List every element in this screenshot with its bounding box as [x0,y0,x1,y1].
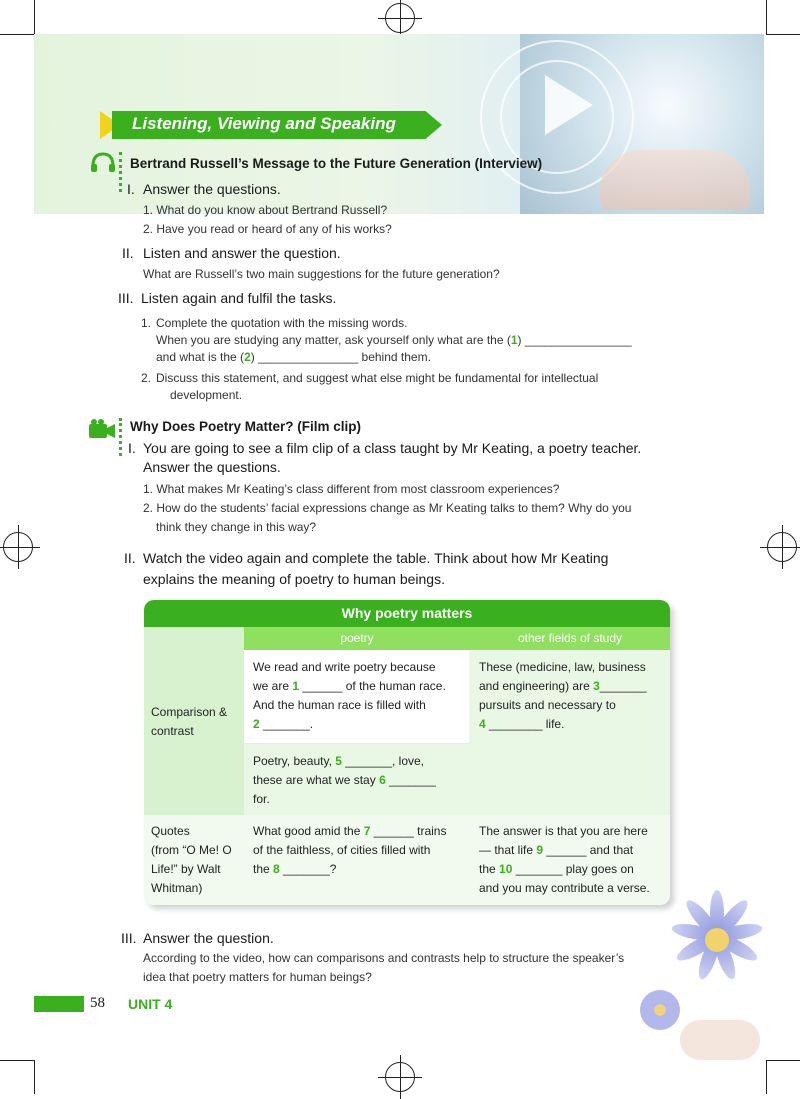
video-camera-icon [88,418,116,445]
row-label-quotes-cont: (from “O Me! O [151,843,232,857]
dotted-divider [119,152,125,192]
cell-line: these are what we stay 6 _______ [253,773,436,787]
registration-mark-bottom [385,1062,415,1092]
crop-mark [766,1060,767,1094]
list-item: Discuss this statement, and suggest what else might be fundamental for intellectual [156,371,599,385]
part1-q3-numeral: III. [118,290,134,306]
blank-number: 7 [363,824,371,838]
blank-number: 8 [273,862,280,876]
cell-line: The answer is that you are here [479,824,648,838]
list-item: 1. What do you know about Bertrand Russell? [143,203,388,217]
crop-mark [34,1060,35,1094]
list-item: 2. Have you read or heard of any of his works? [143,222,392,236]
part1-title: Bertrand Russell’s Message to the Future Generation (Interview) [130,156,543,171]
crop-mark [766,34,800,35]
list-number: 2. [141,371,152,385]
list-item-cont: think they change in this way? [156,520,317,534]
row-label-comparison-cont: contrast [151,724,194,738]
part2-q2-numeral: II. [124,550,136,566]
headphones-icon [90,152,116,179]
cell-line: and engineering) are 3_______ [479,679,647,693]
page-number: 58 [90,995,105,1011]
part2-q2-heading-cont: explains the meaning of poetry to human beings. [143,571,445,587]
row-label-quotes-cont: Whitman) [151,881,203,895]
play-icon [545,75,593,135]
cell-line: pursuits and necessary to [479,698,616,712]
part2-q3-text: According to the video, how can comparisons and contrasts help to structure the speaker’s [143,951,625,965]
part2-q3-heading: Answer the question. [143,930,274,946]
blank-number: 1 [292,679,300,693]
blank-number: 9 [536,843,544,857]
list-number: 1. [141,316,152,330]
cell-line: of the faithless, of cities filled with [253,843,431,857]
part1-q1-heading: Answer the questions. [143,181,281,197]
cell-line: Poetry, beauty, 5 _______, love, [253,754,425,768]
unit-label: UNIT 4 [128,996,173,1012]
flower-image [640,900,766,1060]
part2-title: Why Does Poetry Matter? (Film clip) [130,419,362,434]
table-title: Why poetry matters [144,600,670,627]
col-header-other: other fields of study [470,627,670,650]
crop-mark [34,0,35,34]
blank-number: 6 [379,773,386,787]
blank-number: 10 [499,862,513,876]
part2-q1-numeral: I. [128,440,136,456]
registration-mark-top [385,3,415,33]
footer-bar [34,996,84,1012]
row-label-quotes-cont: Life!” by Walt [151,862,221,876]
part2-q1-heading-cont: Answer the questions. [143,459,281,475]
registration-mark-right [767,532,797,562]
part2-q1-heading: You are going to see a film clip of a class taught by Mr Keating, a poetry teacher. [143,440,642,456]
part1-q3-heading: Listen again and fulfil the tasks. [141,290,337,306]
list-item: 1. What makes Mr Keating’s class different from most classroom experiences? [143,482,560,496]
crop-mark [0,1060,34,1061]
blank-number: 3 [593,679,600,693]
blank-number: 2 [244,350,251,364]
blank-number: 1 [510,333,518,347]
quotation-line: and what is the (2) _______________ behind them. [156,350,431,364]
blank-number: 2 [253,717,260,731]
cell-line: — that life 9 ______ and that [479,843,634,857]
part1-q2-text: What are Russell’s two main suggestions for the future generation? [143,267,500,281]
cell-line: These (medicine, law, business [479,660,646,674]
cell-line: What good amid the 7 ______ trains [253,824,447,838]
crop-mark [0,34,34,35]
row-label-quotes: Quotes [151,824,190,838]
cell-line: 4 ________ life. [479,717,565,731]
dotted-divider [119,418,125,456]
blank-number: 4 [479,717,486,731]
registration-mark-left [3,532,33,562]
part2-q2-heading: Watch the video again and complete the table. Think about how Mr Keating [143,550,609,566]
part1-q1-numeral: I. [127,181,135,197]
cell-line: the 8 _______? [253,862,337,876]
hand-image [600,150,750,210]
crop-mark [766,0,767,34]
section-banner-title: Listening, Viewing and Speaking [132,114,396,133]
cell-line: for. [253,792,270,806]
cell-line: and you may contribute a verse. [479,881,650,895]
crop-mark [766,1060,800,1061]
blank-number: 5 [335,754,342,768]
part1-q2-heading: Listen and answer the question. [143,245,341,261]
part1-q2-numeral: II. [122,245,134,261]
cell-line: And the human race is filled with [253,698,426,712]
col-header-poetry: poetry [244,627,470,650]
cell-line: We read and write poetry because [253,660,436,674]
cell-line: the 10 _______ play goes on [479,862,634,876]
list-item: 2. How do the students’ facial expressions change as Mr Keating talks to them? Why do you [143,501,632,515]
part2-q3-text-cont: idea that poetry matters for human beings? [143,970,372,984]
cell-line: we are 1 ______ of the human race. [253,679,446,693]
cell-line: 2 _______. [253,717,314,731]
list-item: Complete the quotation with the missing words. [156,316,408,330]
list-item-cont: development. [170,388,243,402]
quotation-line: When you are studying any matter, ask yourself only what are the (1) ________________ [156,333,632,347]
row-label-comparison: Comparison & [151,705,228,719]
part2-q3-numeral: III. [121,930,137,946]
